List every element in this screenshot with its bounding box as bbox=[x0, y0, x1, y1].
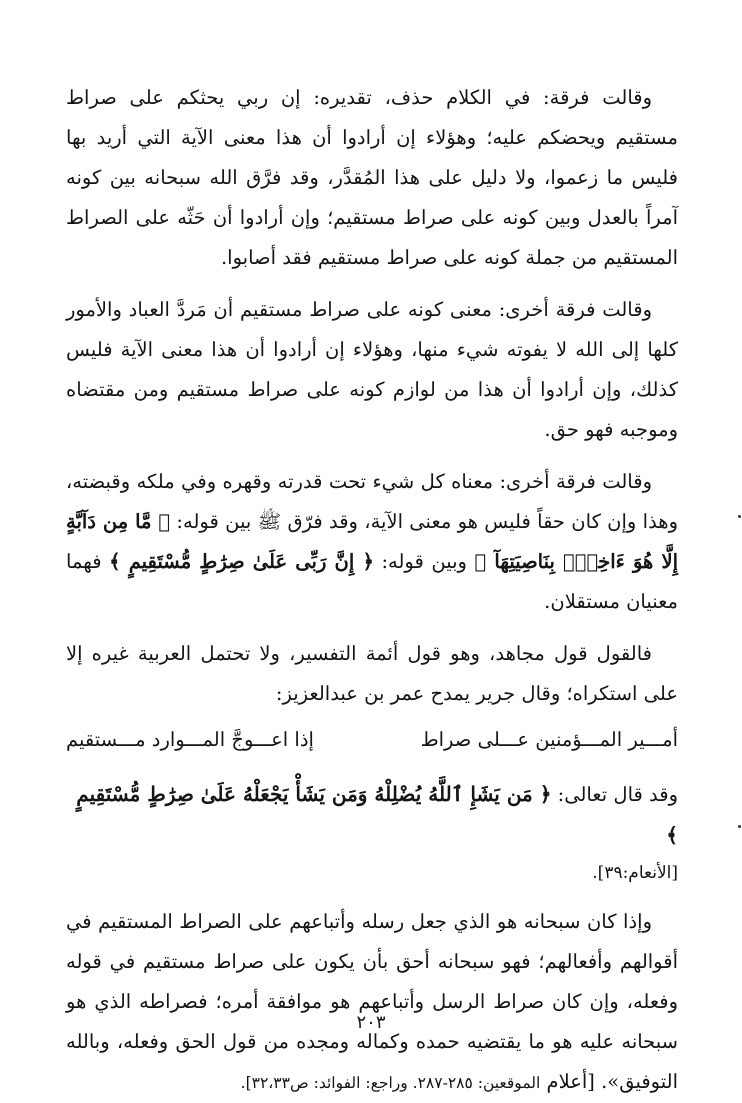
quran-quote bbox=[66, 774, 678, 856]
quran-verse-3: ﴿ مَن يَشَإِ ٱللَّهُ يُضْلِلْهُ وَمَن يَشَأْ يَجْعَلْهُ عَلَىٰ صِرَٰطٍ مُّسْتَقِيمٍ ﴾ bbox=[76, 782, 678, 847]
poem-line bbox=[66, 720, 678, 760]
scan-edge-mark bbox=[738, 825, 741, 828]
surah-reference: [الأنعام:٣٩]. bbox=[592, 863, 678, 883]
scan-edge-mark bbox=[738, 515, 741, 518]
page-body bbox=[66, 78, 678, 1103]
closing-text: وإذا كان سبحانه هو الذي جعل رسله وأتباعهم على الصراط المستقيم في أقوالهم وأفعالهم؛ فهو سبحانه أحق بأن يكون على صراط مستقيم في قوله وفعله، وإن كان صراط الرسل وأتباعهم هو موافقة أمره؛ فصراطه الذي هو سبحانه عليه هو ما يقتضيه حمده وكماله ومجده من قول الحق وفعله، وبالله التوفيق». [أعلام bbox=[66, 910, 678, 1093]
paragraph-3-text-a: وقالت فرقة أخرى: معناه كل شيء تحت قدرته وقهره وفي ملكه وقبضته، وهذا وإن كان حقاً فليس هو معنى الآية، وقد فرّق ﷺ بين قوله: bbox=[66, 470, 678, 533]
paragraph-3-text-b: وبين قوله: bbox=[381, 550, 467, 573]
poem-second-hemistich: إذا اعـــوجَّ المـــوارد مـــستقيم bbox=[66, 728, 314, 751]
closing-source: الموقعين: ٢٨٥-٢٨٧. وراجع: الفوائد: ص٣٢،٣٣]. bbox=[240, 1074, 541, 1092]
quote-intro: وقد قال تعالى: bbox=[557, 783, 678, 806]
paragraph-3-text-c: فهما معنيان مستقلان. bbox=[66, 550, 678, 613]
poem-first-hemistich: أمـــير المـــؤمنين عـــلى صراط bbox=[420, 728, 678, 751]
paragraph-3 bbox=[66, 462, 678, 622]
paragraph-2: وقالت فرقة أخرى: معنى كونه على صراط مستقيم أن مَردَّ العباد والأمور كلها إلى الله لا يفوته شيء منها، وهؤلاء إن أرادوا أن هذا معنى الآية فليس كذلك، وإن أرادوا أن هذا من لوازم كونه على صراط مستقيم ومن مقتضاه وموجبه فهو حق. bbox=[66, 298, 678, 441]
closing-paragraph bbox=[66, 902, 678, 1103]
quran-verse-2: ﴿ إِنَّ رَبِّى عَلَىٰ صِرَٰطٍ مُّسْتَقِيمٍ ﴾ bbox=[109, 550, 374, 573]
paragraph-1: وقالت فرقة: في الكلام حذف، تقديره: إن ربي يحثكم على صراط مستقيم ويحضكم عليه؛ وهؤلاء إن أرادوا أن هذا معنى الآية التي أريد بها فليس ما زعموا، ولا دليل على هذا المُقدَّر، وقد فرَّق الله سبحانه بين كونه آمراً بالعدل وبين كونه على صراط مستقيم؛ وإن أرادوا أن حَثّه على الصراط المستقيم من جملة كونه على صراط مستقيم فقد أصابوا. bbox=[66, 86, 678, 269]
page-number: ٢٠٣ bbox=[356, 1012, 386, 1033]
quran-verse-1: ﴿ مَّا مِن دَآبَّةٍ إِلَّا هُوَ ءَاخِذُۢ بِنَاصِيَتِهَآ ﴾ bbox=[66, 510, 679, 573]
paragraph-4: فالقول قول مجاهد، وهو قول أئمة التفسير، ولا تحتمل العربية غيره إلا على استكراه؛ وقال جرير يمدح عمر بن عبدالعزيز: bbox=[66, 642, 678, 705]
